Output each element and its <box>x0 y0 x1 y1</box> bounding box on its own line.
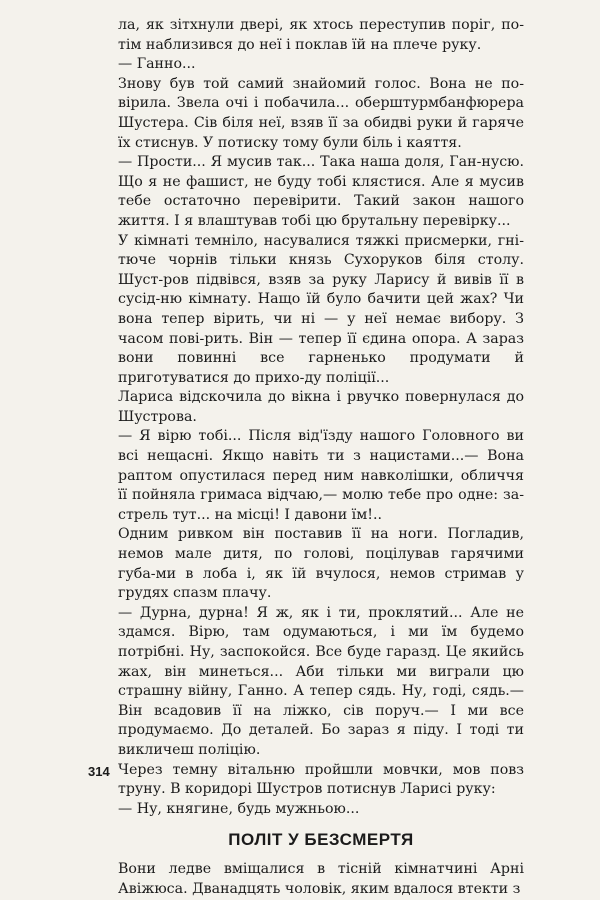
paragraph: — Ганно... <box>118 56 196 73</box>
page-number: 314 <box>88 764 110 779</box>
paragraph: Знову був той самий знайомий голос. Вона не по-вірила. Звела очі і побачила... оберштурмбанфюрера Шустера. Сів біля неї, взяв її за обидві руки й гаряче їх стиснув. У потиску тому були біль і каяття. <box>118 75 524 151</box>
paragraph: ла, як зітхнули двері, як хтось переступив поріг, по-тім наблизився до неї і поклав їй на плече руку. <box>118 17 524 53</box>
paragraph: У кімнаті темніло, насувалися тяжкі присмерки, гні-тюче чорнів тільки князь Сухоруков біля столу. Шуст-ров підвівся, взяв за руку Ларису й вивів її в сусід-ню кімнату. Нащо їй було бачити цей жах? Чи вона тепер вірить, чи ні — у неї немає вибору. З часом пові-рить. Він — тепер її єдина опора. А зараз вони повинні все гарненько продумати й приготуватися до прихо-ду поліції... <box>118 232 524 386</box>
paragraph: Одним ривком він поставив її на ноги. Погладив, немов мале дитя, по голові, поцілував гарячими губа-ми в лоба і, як їй вчулося, немов стримав у грудях спазм плачу. <box>118 526 524 602</box>
paragraph: Лариса відскочила до вікна і рвучко повернулася до Шустрова. <box>118 389 524 425</box>
paragraph: — Прости... Я мусив так... Така наша доля, Ган-нусю. Що я не фашист, не буду тобі клястися. Але я мусив тебе остаточно перевірити. Такий закон нашого життя. І я влаштував тобі цю брутальну перевірку... <box>118 154 524 229</box>
chapter-heading: ПОЛІТ У БЕЗСМЕРТЯ <box>228 830 414 850</box>
paragraph: — Ну, княгине, будь мужньою... <box>118 800 360 817</box>
paragraph: Через темну вітальню пройшли мовчки, мов повз труну. В коридорі Шустров потиснув Ларисі руку: <box>118 761 524 798</box>
paragraph: Вони ледве вміщалися в тісній кімнатчині Арні Авіжюса. Дванадцять чоловік, яким вдалося втекти з <box>118 861 524 897</box>
paragraph: — Я вірю тобі... Після від'їзду нашого Головного ви всі нещасні. Якщо навіть ти з нацистами...— Вона раптом опустилася перед ним навколішки, обличчя її пойняла гримаса відчаю,— молю тебе про одне: за-стрель тут... на місці! І давони їм!.. <box>118 428 524 523</box>
paragraph: — Дурна, дурна! Я ж, як і ти, проклятий... Але не здамся. Вірю, там одумаються, і ми їм будемо потрібні. Ну, заспокойся. Все буде гаразд. Це якийсь жах, він минеться... Аби тільки ми виграли цю страшну війну, Ганно. А тепер сядь. Ну, годі, сядь.— Він всадовив її на ліжко, сів поруч.— І ми все продумаємо. До деталей. Бо зараз я піду. І тоді ти викличеш поліцію. <box>118 604 524 758</box>
